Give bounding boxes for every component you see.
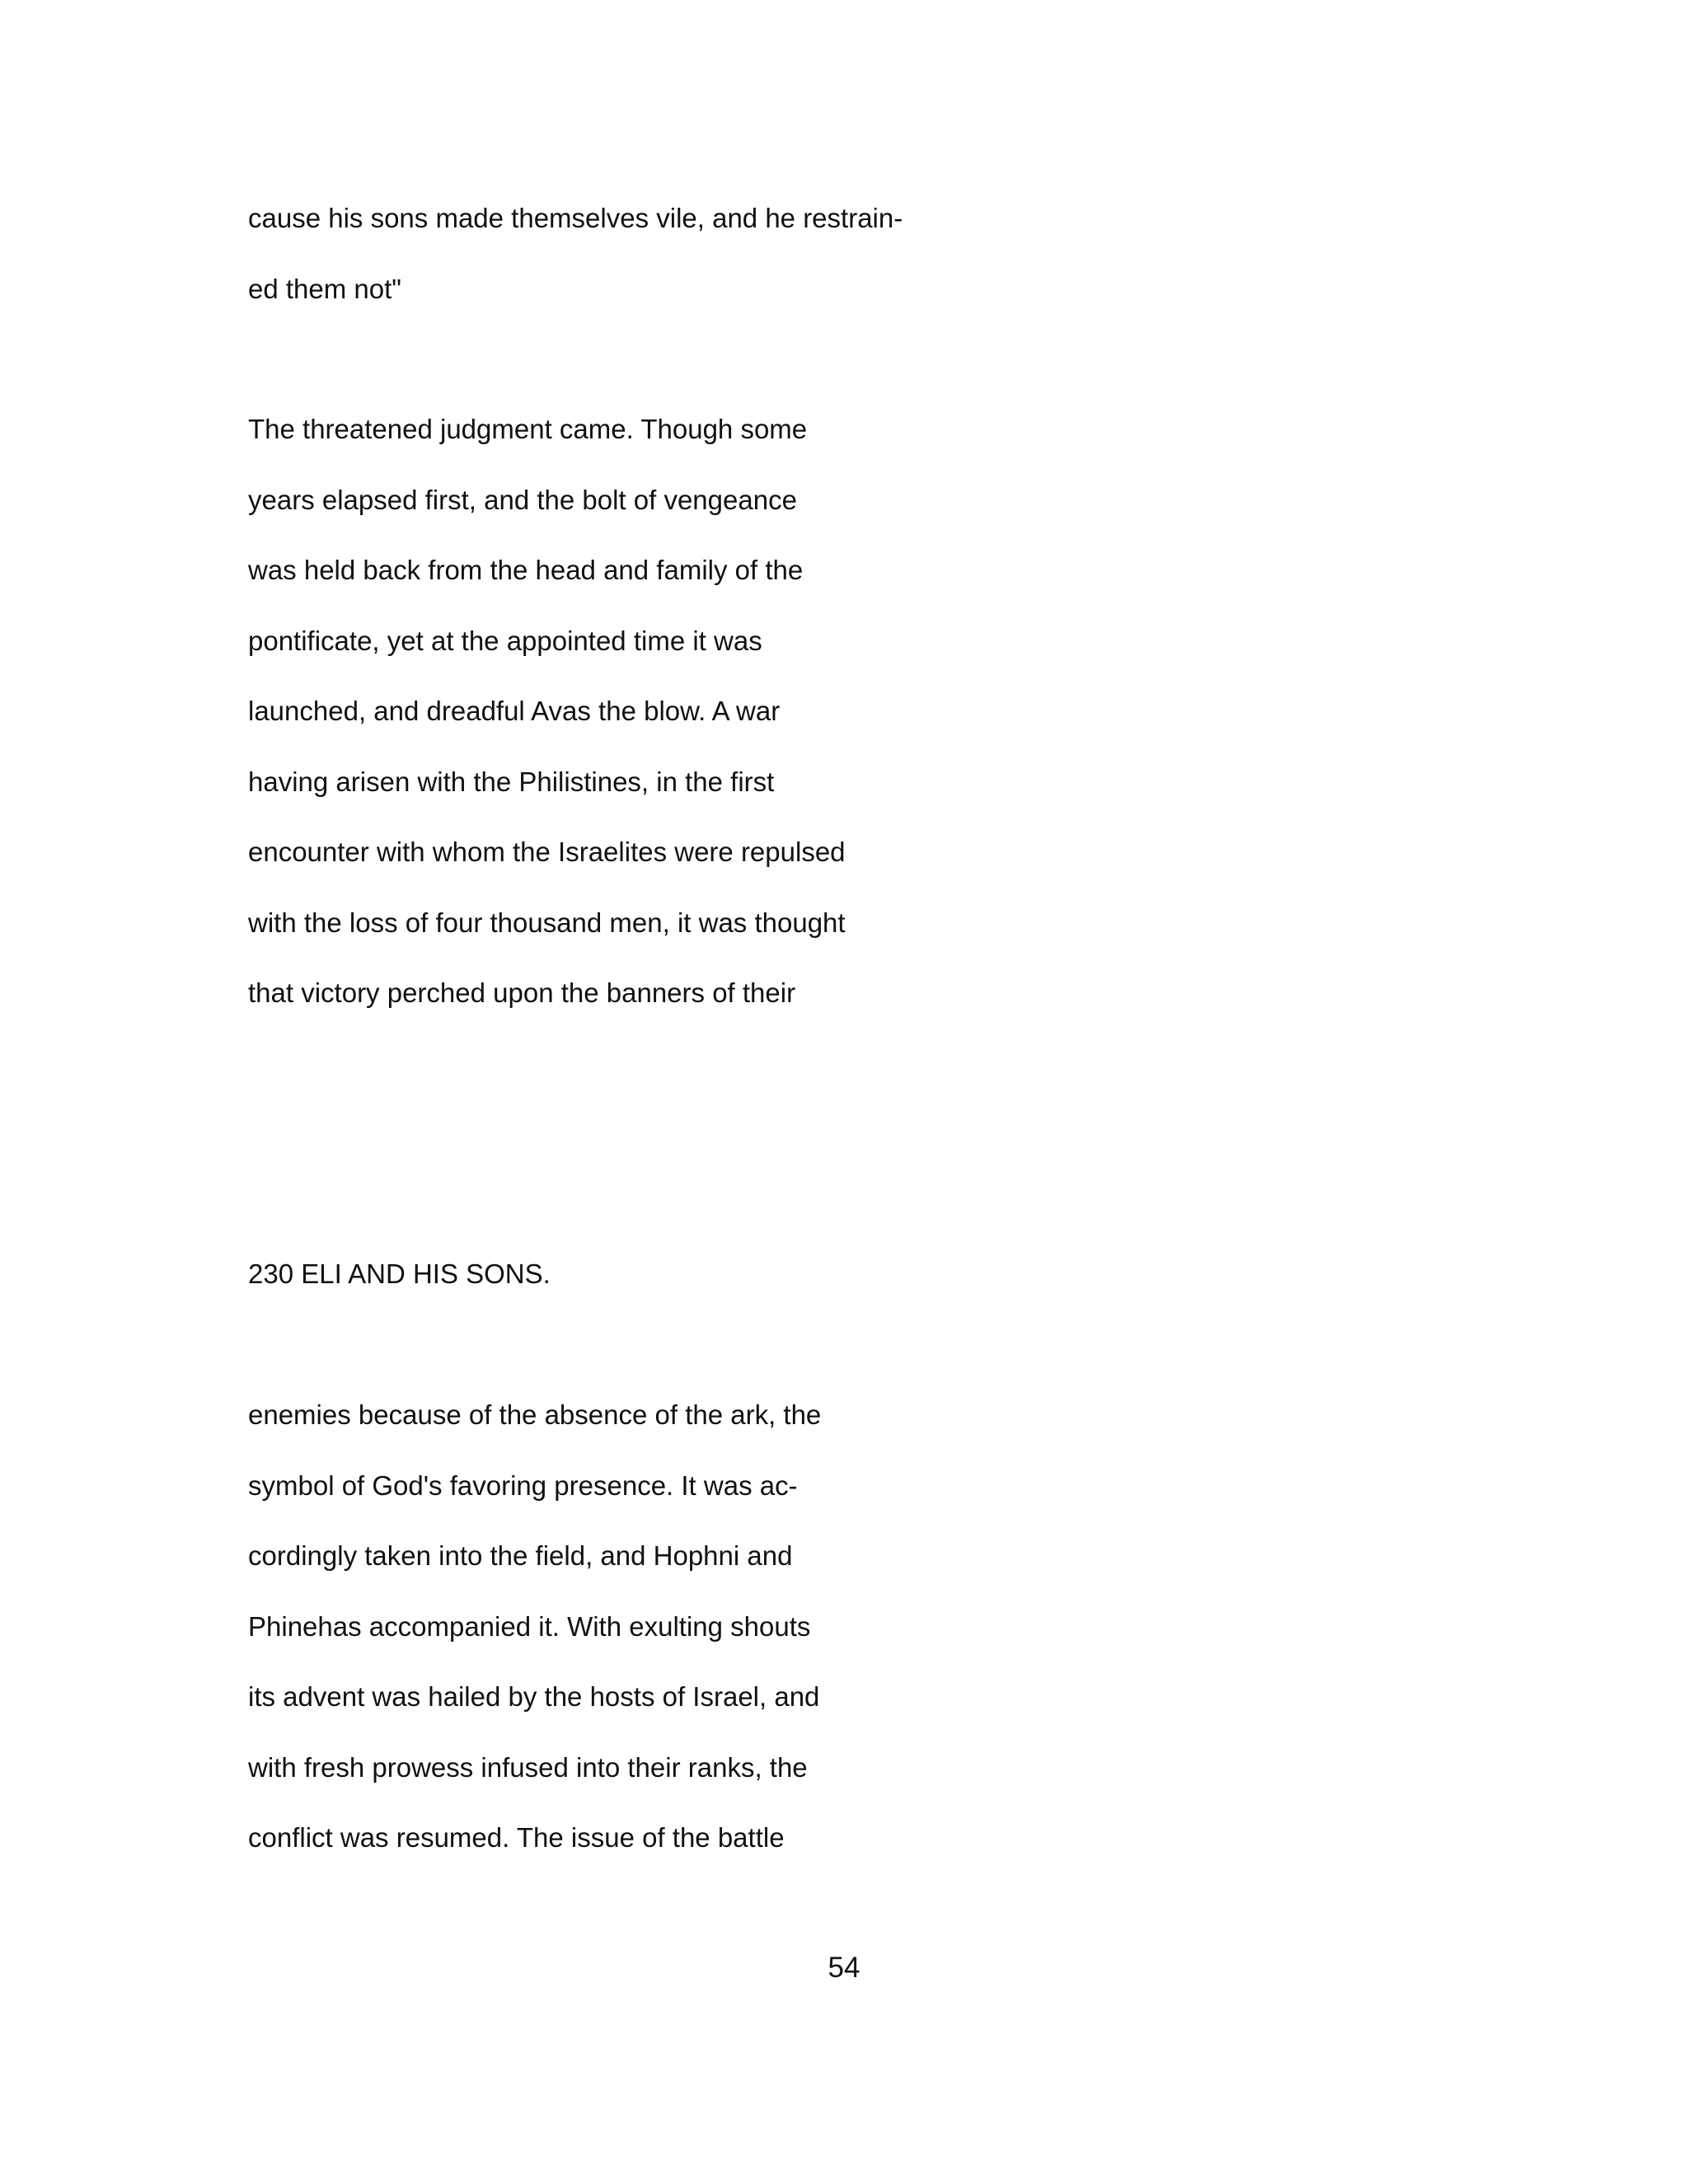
- text-line: with the loss of four thousand men, it was thought: [248, 907, 846, 938]
- text-line: enemies because of the absence of the ark, the: [248, 1399, 822, 1430]
- text-line: having arisen with the Philistines, in the first: [248, 766, 775, 797]
- text-line: Phinehas accompanied it. With exulting shouts: [248, 1610, 811, 1642]
- text-line: conflict was resumed. The issue of the battle: [248, 1822, 785, 1853]
- paragraph-continuation: [248, 183, 1402, 324]
- text-line: cause his sons made themselves vile, and he restrain-: [248, 203, 903, 233]
- text-line: years elapsed first, and the bolt of vengeance: [248, 484, 797, 515]
- running-head: [248, 1239, 1402, 1310]
- text-line: ed them not": [248, 273, 401, 304]
- paragraph-judgment: [248, 394, 1402, 1029]
- text-line: was held back from the head and family of the: [248, 555, 804, 585]
- text-line: The threatened judgment came. Though some: [248, 414, 808, 444]
- running-head-text: 230 ELI AND HIS SONS.: [248, 1258, 551, 1289]
- page-number: 54: [828, 1952, 860, 1984]
- text-line: that victory perched upon the banners of their: [248, 977, 796, 1008]
- paragraph-ark: [248, 1380, 1402, 1873]
- text-line: pontificate, yet at the appointed time it was: [248, 625, 762, 656]
- text-line: its advent was hailed by the hosts of Israel, and: [248, 1681, 820, 1712]
- text-line: with fresh prowess infused into their ranks, the: [248, 1751, 808, 1783]
- text-line: encounter with whom the Israelites were repulsed: [248, 837, 846, 867]
- text-line: symbol of God's favoring presence. It was ac-: [248, 1469, 798, 1501]
- text-line: launched, and dreadful Avas the blow. A war: [248, 696, 781, 726]
- text-line: cordingly taken into the field, and Hophni and: [248, 1540, 793, 1571]
